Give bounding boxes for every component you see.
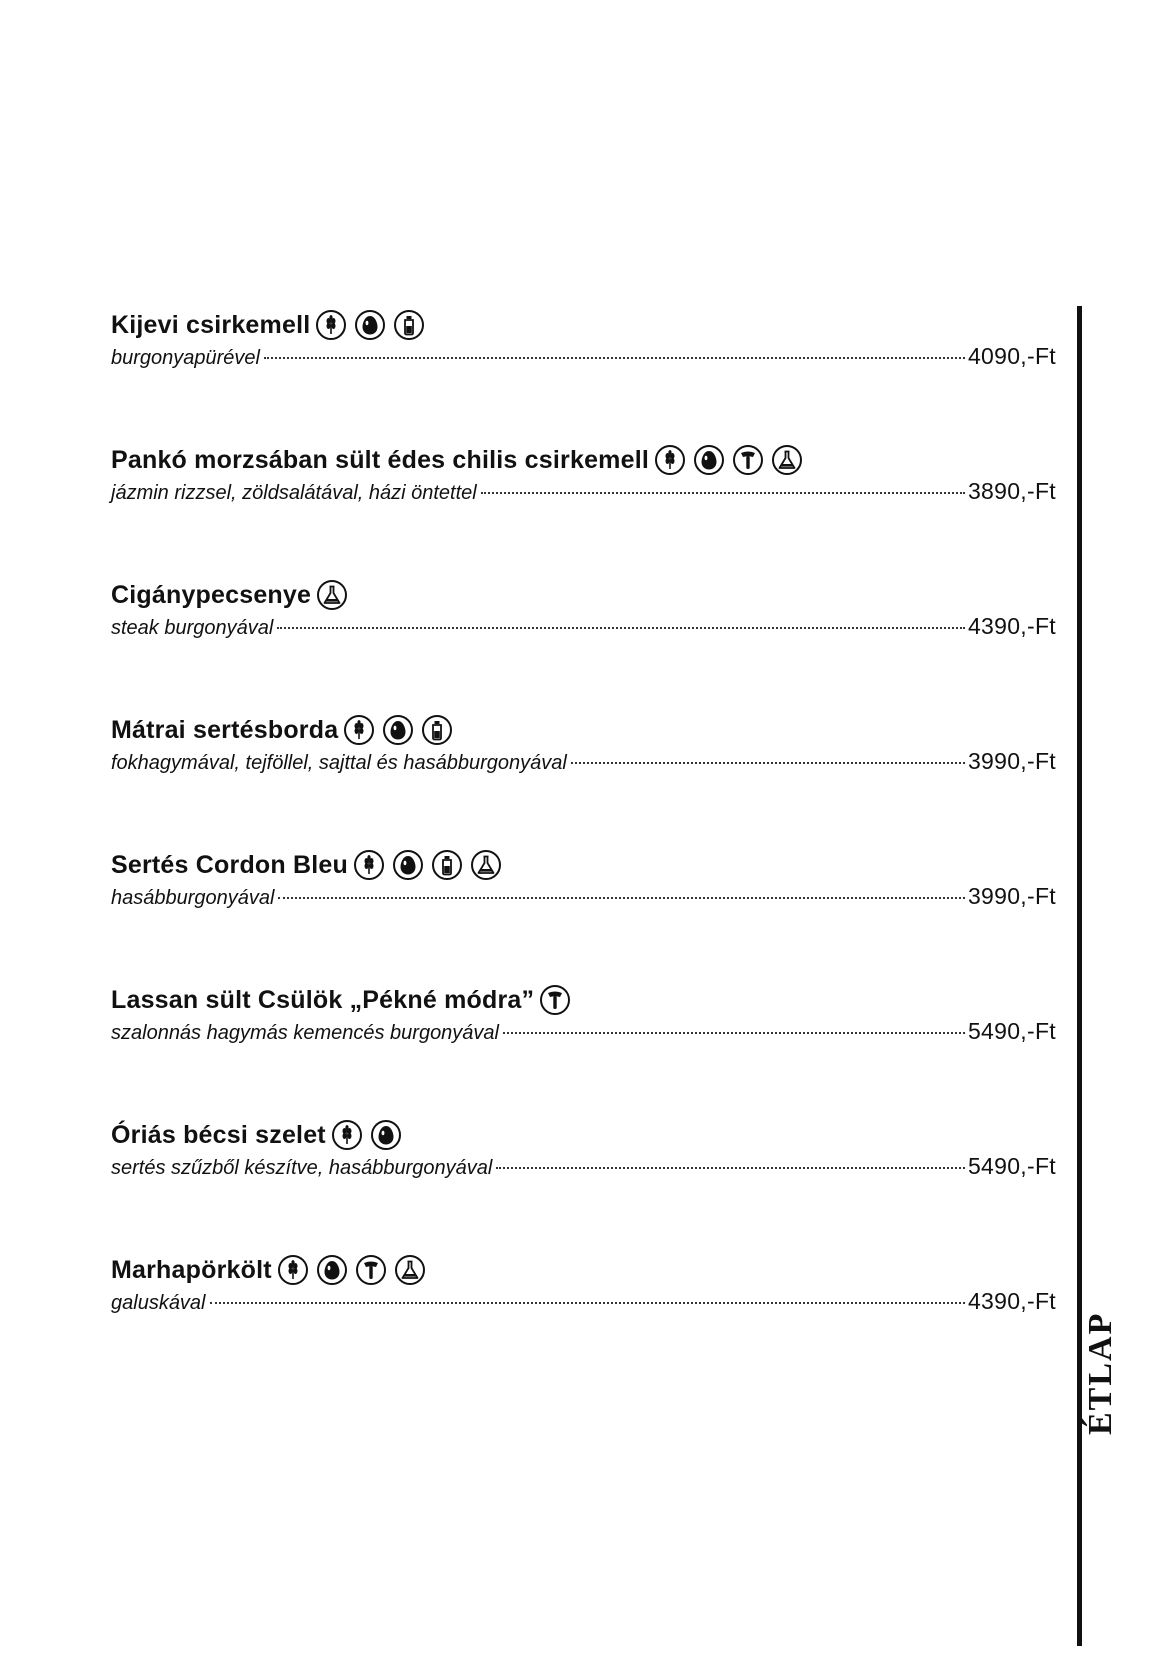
menu-item-title-row	[111, 575, 1056, 615]
celery-icon	[356, 1255, 386, 1285]
celery-icon	[733, 445, 763, 475]
menu-item-desc-row	[111, 883, 1056, 917]
celery-icon	[540, 985, 570, 1015]
menu-item	[111, 305, 1056, 440]
menu-item-desc-row	[111, 748, 1056, 782]
section-label: ÉTLAP	[1082, 1311, 1119, 1435]
dish-price: 5490,-Ft	[967, 1153, 1056, 1179]
menu-item	[111, 575, 1056, 710]
menu-item-desc-row	[111, 1018, 1056, 1052]
egg-icon	[383, 715, 413, 745]
egg-icon	[694, 445, 724, 475]
menu-item-desc-row	[111, 1153, 1056, 1187]
sulphite-icon	[772, 445, 802, 475]
side-divider	[1077, 306, 1082, 1646]
dotted-leader	[496, 1167, 965, 1169]
menu-item	[111, 710, 1056, 845]
menu-item	[111, 1115, 1056, 1250]
menu-item-title-row	[111, 1115, 1056, 1155]
wheat-icon	[278, 1255, 308, 1285]
wheat-icon	[344, 715, 374, 745]
dish-price: 3990,-Ft	[967, 883, 1056, 909]
allergen-icons	[344, 715, 461, 745]
dish-name: Sertés Cordon Bleu	[111, 850, 348, 879]
egg-icon	[371, 1120, 401, 1150]
milk-icon	[432, 850, 462, 880]
dish-name: Mátrai sertésborda	[111, 715, 339, 744]
menu-item-desc-row	[111, 613, 1056, 647]
milk-icon	[422, 715, 452, 745]
dish-description: szalonnás hagymás kemencés burgonyával	[111, 1022, 499, 1044]
menu-item	[111, 1250, 1056, 1385]
allergen-icons	[332, 1120, 410, 1150]
menu-item-title-row	[111, 305, 1056, 345]
dish-price: 5490,-Ft	[967, 1018, 1056, 1044]
sulphite-icon	[395, 1255, 425, 1285]
milk-icon	[394, 310, 424, 340]
dish-name: Cigánypecsenye	[111, 580, 312, 609]
menu-item-title-row	[111, 845, 1056, 885]
menu-item	[111, 980, 1056, 1115]
dish-description: fokhagymával, tejföllel, sajttal és hasábburgonyával	[111, 752, 567, 774]
dish-description: steak burgonyával	[111, 617, 274, 639]
wheat-icon	[354, 850, 384, 880]
dotted-leader	[264, 357, 965, 359]
dotted-leader	[210, 1302, 965, 1304]
dish-name: Lassan sült Csülök „Pékné módra”	[111, 985, 535, 1014]
menu-item-desc-row	[111, 1288, 1056, 1322]
menu-item-desc-row	[111, 478, 1056, 512]
dotted-leader	[481, 492, 965, 494]
egg-icon	[317, 1255, 347, 1285]
dish-name: Kijevi csirkemell	[111, 310, 311, 339]
allergen-icons	[540, 985, 579, 1015]
dish-price: 4090,-Ft	[967, 343, 1056, 369]
egg-icon	[355, 310, 385, 340]
menu-item-desc-row	[111, 343, 1056, 377]
dish-description: sertés szűzből készítve, hasábburgonyával	[111, 1157, 493, 1179]
wheat-icon	[316, 310, 346, 340]
wheat-icon	[332, 1120, 362, 1150]
sulphite-icon	[471, 850, 501, 880]
dotted-leader	[571, 762, 965, 764]
dish-name: Marhapörkölt	[111, 1255, 272, 1284]
dish-description: hasábburgonyával	[111, 887, 275, 909]
menu-item-title-row	[111, 980, 1056, 1020]
dotted-leader	[277, 627, 965, 629]
dish-description: burgonyapürével	[111, 347, 260, 369]
dish-price: 3990,-Ft	[967, 748, 1056, 774]
menu-item-title-row	[111, 710, 1056, 750]
allergen-icons	[316, 310, 433, 340]
menu-item-title-row	[111, 1250, 1056, 1290]
sulphite-icon	[317, 580, 347, 610]
allergen-icons	[278, 1255, 434, 1285]
allergen-icons	[655, 445, 811, 475]
menu-item-title-row	[111, 440, 1056, 480]
wheat-icon	[655, 445, 685, 475]
dish-price: 4390,-Ft	[967, 613, 1056, 639]
menu-item	[111, 440, 1056, 575]
dish-description: jázmin rizzsel, zöldsalátával, házi öntettel	[111, 482, 477, 504]
dish-description: galuskával	[111, 1292, 206, 1314]
menu-item	[111, 845, 1056, 980]
dish-name: Óriás bécsi szelet	[111, 1120, 326, 1149]
allergen-icons	[354, 850, 510, 880]
dotted-leader	[278, 897, 964, 899]
menu-list	[111, 305, 1056, 1385]
egg-icon	[393, 850, 423, 880]
dish-price: 4390,-Ft	[967, 1288, 1056, 1314]
dotted-leader	[503, 1032, 965, 1034]
dish-name: Pankó morzsában sült édes chilis csirkemell	[111, 445, 649, 474]
dish-price: 3890,-Ft	[967, 478, 1056, 504]
allergen-icons	[317, 580, 356, 610]
